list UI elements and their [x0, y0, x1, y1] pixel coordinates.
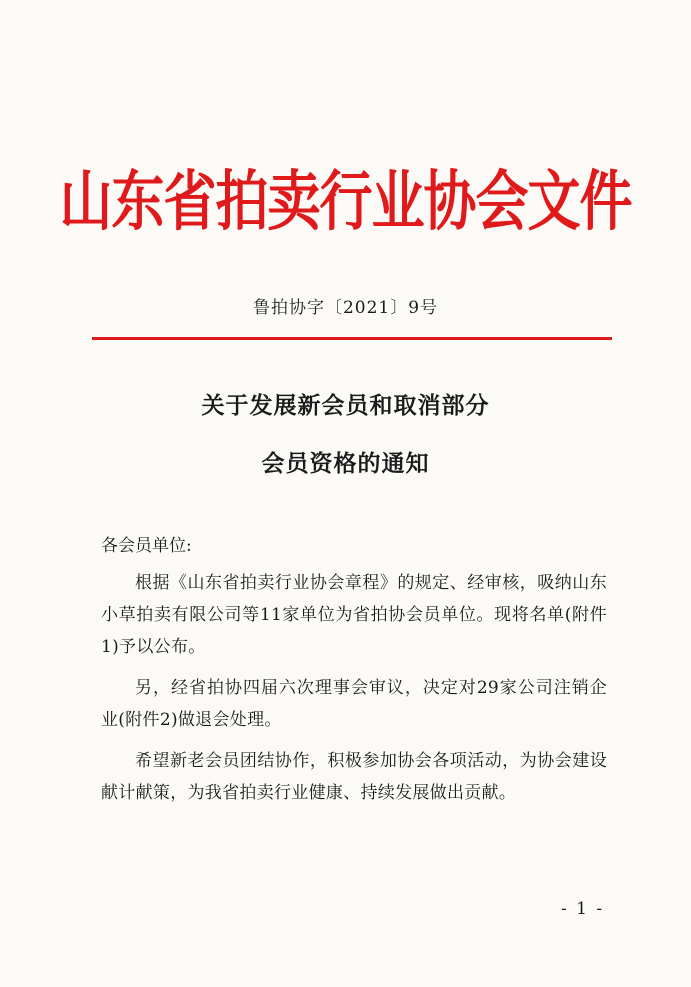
notice-title-line-2: 会员资格的通知	[261, 450, 430, 477]
body-paragraph-2: 另，经省拍协四届六次理事会审议，决定对29家公司注销企业(附件2)做退会处理。	[101, 678, 607, 730]
body-paragraph-3: 希望新老会员团结协作，积极参加协会各项活动，为协会建设献计献策，为我省拍卖行业健康、持续发展做出贡献。	[101, 751, 607, 803]
page-number: - 1 -	[561, 899, 605, 919]
red-divider-line	[92, 337, 612, 340]
notice-title-line-1: 关于发展新会员和取消部分	[201, 392, 490, 419]
salutation: 各会员单位:	[101, 536, 192, 556]
document-number: 鲁拍协字〔2021〕9号	[252, 298, 439, 318]
body-paragraph-1: 根据《山东省拍卖行业协会章程》的规定、经审核，吸纳山东小草拍卖有限公司等11家单位为省拍协会员单位。现将名单(附件1)予以公布。	[101, 573, 607, 657]
masthead-title: 山东省拍卖行业协会文件	[59, 165, 632, 240]
notice-body	[101, 567, 607, 818]
